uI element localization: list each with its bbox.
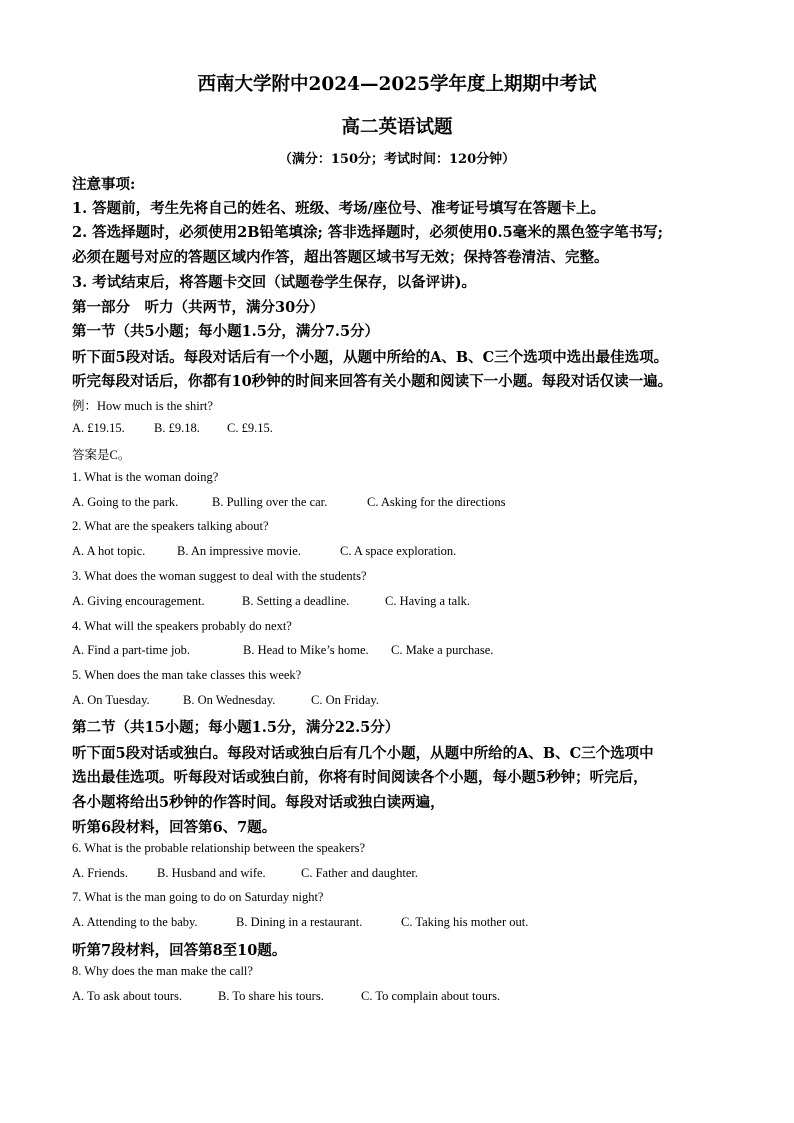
question-options (72, 594, 470, 609)
section2-instruction: 各小题将给出5秒钟的作答时间。每段对话或独白读两遍， (72, 794, 445, 811)
section1-instruction: 听下面5段对话。每段对话后有一个小题，从题中所给的A、B、C三个选项中选出最佳选项。 (72, 349, 669, 366)
question-options (72, 866, 418, 881)
option: C. Make a purchase. (391, 643, 494, 657)
example-options (72, 421, 273, 436)
option: A. Friends. (72, 866, 128, 880)
question-text: 1. What is the woman doing? (72, 470, 219, 484)
option: C. To complain about tours. (361, 989, 501, 1003)
note-item: 3. 考试结束后，将答题卡交回（试题卷学生保存，以备评讲)。 (72, 274, 477, 291)
option: B. £9.18. (154, 421, 200, 435)
question-options (72, 989, 500, 1004)
option: A. Going to the park. (72, 495, 179, 509)
question-text: 5. When does the man take classes this week? (72, 668, 302, 682)
option: C. Asking for the directions (367, 495, 506, 509)
note-item: 1. 答题前，考生先将自己的姓名、班级、考场/座位号、准考证号填写在答题卡上。 (72, 200, 605, 217)
section2-instruction: 选出最佳选项。听每段对话或独白前，你将有时间阅读各个小题，每小题5秒钟；听完后， (72, 769, 648, 786)
option: C. Having a talk. (385, 594, 471, 608)
option: B. To share his tours. (218, 989, 324, 1003)
section2-heading: 第二节（共15小题；每小题1.5分，满分22.5分） (72, 719, 400, 736)
option: C. A space exploration. (340, 544, 457, 558)
option: A. Giving encouragement. (72, 594, 205, 608)
option: A. A hot topic. (72, 544, 146, 558)
question-text: 7. What is the man going to do on Saturday night? (72, 890, 324, 904)
section1-heading: 第一节（共5小题；每小题1.5分，满分7.5分） (72, 323, 380, 340)
option: B. Pulling over the car. (212, 495, 328, 509)
section2-instruction: 听下面5段对话或独白。每段对话或独白后有几个小题，从题中所给的A、B、C三个选项中 (72, 745, 654, 762)
option: A. To ask about tours. (72, 989, 182, 1003)
question-text: 8. Why does the man make the call? (72, 964, 253, 978)
note-item: 2. 答选择题时，必须使用2B铅笔填涂; 答非选择题时，必须使用0.5毫米的黑色签字笔书写; (72, 224, 664, 241)
question-text: 6. What is the probable relationship between the speakers? (72, 841, 366, 855)
option: C. Taking his mother out. (401, 915, 529, 929)
option: A. On Tuesday. (72, 693, 150, 707)
group-heading: 听第7段材料，回答第8至10题。 (72, 942, 287, 959)
question-options (72, 643, 493, 658)
group-heading: 听第6段材料，回答第6、7题。 (72, 819, 277, 836)
example-answer: 答案是C。 (72, 448, 131, 462)
question-options (72, 915, 528, 930)
option: B. An impressive movie. (177, 544, 301, 558)
exam-title: 西南大学附中2024—2025学年度上期期中考试 (197, 74, 597, 95)
question-options (72, 544, 456, 559)
section1-instruction: 听完每段对话后，你都有10秒钟的时间来回答有关小题和阅读下一小题。每段对话仅读一遍。 (72, 373, 673, 390)
option: A. Find a part-time job. (72, 643, 191, 657)
note-item: 必须在题号对应的答题区域内作答，超出答题区域书写无效；保持答卷清洁、完整。 (72, 249, 609, 266)
question-options (72, 495, 506, 510)
option: C. On Friday. (311, 693, 379, 707)
question-text: 2. What are the speakers talking about? (72, 519, 269, 533)
option: B. On Wednesday. (183, 693, 276, 707)
question-options (72, 693, 379, 708)
exam-subtitle: 高二英语试题 (341, 117, 453, 138)
option: A. £19.15. (72, 421, 125, 435)
example-question: 例：How much is the shirt? (72, 399, 213, 413)
option: B. Setting a deadline. (242, 594, 350, 608)
option: A. Attending to the baby. (72, 915, 198, 929)
option: B. Dining in a restaurant. (236, 915, 363, 929)
part1-heading: 第一部分 听力（共两节，满分30分） (72, 299, 325, 316)
notes-heading: 注意事项: (72, 176, 136, 193)
option: C. £9.15. (227, 421, 273, 435)
question-text: 4. What will the speakers probably do next? (72, 619, 292, 633)
option: B. Head to Mike’s home. (243, 643, 369, 657)
option: C. Father and daughter. (301, 866, 418, 880)
exam-meta: （满分：150分；考试时间：120分钟） (278, 152, 516, 167)
option: B. Husband and wife. (157, 866, 266, 880)
question-text: 3. What does the woman suggest to deal with the students? (72, 569, 367, 583)
